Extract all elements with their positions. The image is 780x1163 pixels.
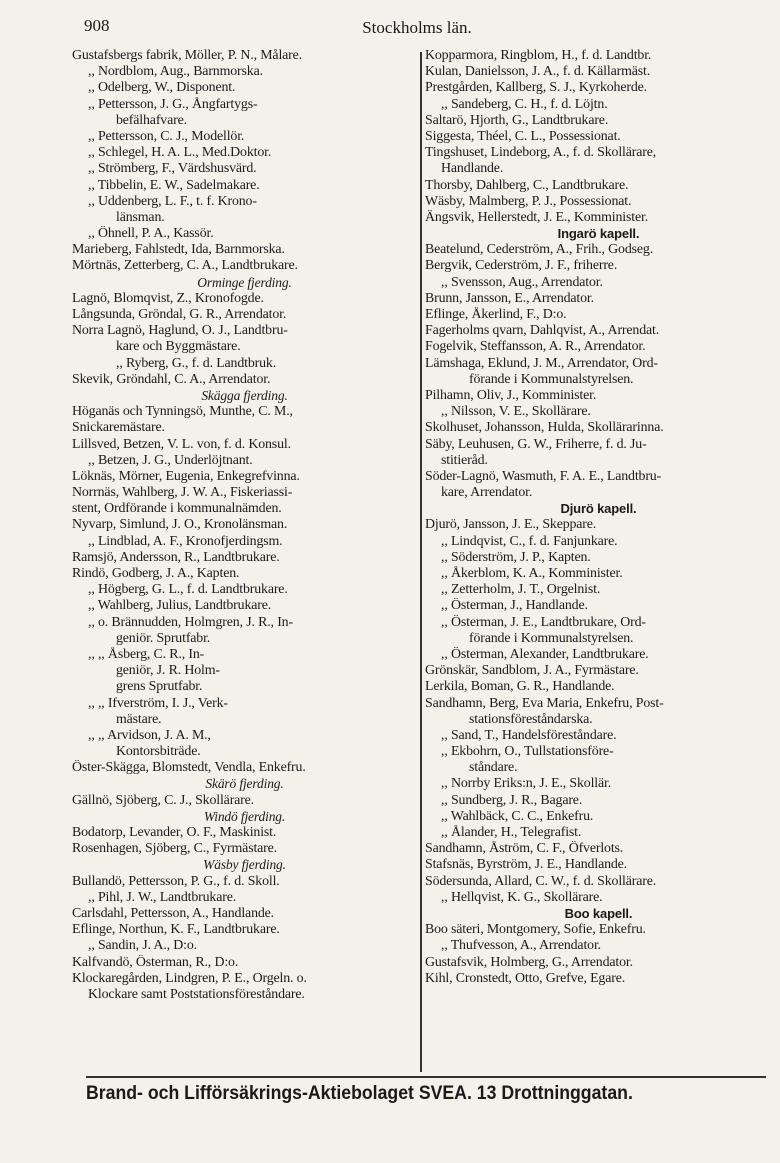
entry-line: Mörtnäs, Zetterberg, C. A., Landtbrukare. [72, 258, 298, 274]
entry-line: ,, Ålander, H., Telegrafist. [441, 825, 582, 840]
entry-line: ,, Högberg, G. L., f. d. Landtbrukare. [88, 582, 288, 598]
entry-line: Bergvik, Cederström, J. F., friherre. [425, 258, 618, 274]
entry-line: ,, Strömberg, F., Värdshusvärd. [88, 161, 257, 177]
entry-line: Långsunda, Gröndal, G. R., Arrendator. [72, 307, 287, 322]
entry-line: grens Sprutfabr. [116, 679, 203, 695]
entry-line: ,, Zetterholm, J. T., Orgelnist. [441, 582, 601, 598]
entry-line: ,, Öhnell, P. A., Kassör. [88, 226, 214, 242]
entry-line: ,, Uddenberg, L. F., t. f. Krono- [88, 193, 257, 209]
entry-line: Pilhamn, Oliv, J., Komminister. [425, 387, 597, 403]
entry-line: Bodatorp, Levander, O. F., Maskinist. [72, 825, 277, 840]
entry-line: Kontorsbiträde. [116, 744, 201, 760]
entry-line: ,, Nordblom, Aug., Barnmorska. [88, 64, 263, 80]
entry-line: ,, Thufvesson, A., Arrendator. [441, 938, 601, 954]
entry-line: ,, Sundberg, J. R., Bagare. [441, 792, 583, 808]
entry-line: Grönskär, Sandblom, J. A., Fyrmästare. [425, 663, 639, 679]
entry-line: Beatelund, Cederström, A., Frih., Godseg. [425, 242, 654, 258]
entry-line: länsman. [116, 209, 165, 225]
entry-line: ,, Pettersson, C. J., Modellör. [88, 128, 245, 144]
entry-line: ,, Åkerblom, K. A., Komminister. [441, 566, 623, 581]
entry-line: ,, Betzen, J. G., Underlöjtnant. [88, 452, 253, 468]
entry-line: Ängsvik, Hellerstedt, J. E., Komminister. [425, 209, 649, 225]
subsection-heading: Skägga fjerding. [201, 387, 288, 403]
section-heading: Djurö kapell. [560, 501, 637, 517]
entry-line: Söder-Lagnö, Wasmuth, F. A. E., Landtbru- [425, 468, 662, 484]
entry-line: Wäsby, Malmberg, P. J., Possessionat. [425, 193, 632, 209]
section-heading: Ingarö kapell. [557, 226, 640, 242]
entry-line: geniör, J. R. Holm- [116, 663, 220, 679]
entry-line: stationsföreståndarska. [469, 711, 593, 727]
entry-line: Lämshaga, Eklund, J. M., Arrendator, Ord- [425, 355, 658, 371]
entry-line: ,, Sand, T., Handelsföreståndare. [441, 727, 617, 743]
entry-line: Handlande. [441, 161, 504, 177]
entry-line: Skevik, Gröndahl, C. A., Arrendator. [72, 371, 271, 387]
entry-line: Eflinge, Northun, K. F., Landtbrukare. [72, 922, 280, 938]
footer-rule [86, 1076, 766, 1078]
entry-line: Rosenhagen, Sjöberg, C., Fyrmästare. [72, 841, 277, 857]
entry-line: Norra Lagnö, Haglund, O. J., Landtbru- [72, 323, 288, 339]
entry-line: ,, ,, Arvidson, J. A. M., [88, 727, 211, 743]
entry-line: ,, Österman, J. E., Landtbrukare, Ord- [441, 614, 646, 630]
entry-line: Prestgården, Kallberg, S. J., Kyrkoherde. [425, 80, 647, 96]
page-header [84, 16, 750, 42]
entry-line: Norrnäs, Wahlberg, J. W. A., Fiskeriassi- [72, 485, 293, 501]
entry-line: förande i Kommunalstyrelsen. [469, 371, 634, 387]
entry-line: Sandhamn, Åström, C. F., Öfverlots. [425, 841, 624, 857]
entry-line: ,, Sandeberg, C. H., f. d. Löjtn. [441, 96, 608, 112]
subsection-heading: Orminge fjerding. [197, 274, 292, 290]
right-column [425, 48, 772, 987]
subsection-heading: Windö fjerding. [203, 808, 286, 824]
entry-line: ,, Wahlberg, Julius, Landtbrukare. [88, 598, 272, 614]
entry-line: Fogelvik, Steffansson, A. R., Arrendator. [425, 339, 646, 355]
entry-line: Thorsby, Dahlberg, C., Landtbrukare. [425, 177, 629, 193]
entry-line: ,, Odelberg, W., Disponent. [88, 80, 236, 96]
entry-line: Ramsjö, Andersson, R., Landtbrukare. [72, 549, 280, 565]
entry-line: ,, Wahlbäck, C. C., Enkefru. [441, 808, 594, 824]
entry-line: Höganäs och Tynningsö, Munthe, C. M., [72, 404, 293, 420]
entry-line: stent, Ordförande i kommunalnämden. [72, 501, 282, 517]
entry-line: Kulan, Danielsson, J. A., f. d. Källarmäst. [425, 64, 651, 80]
entry-line: Brunn, Jansson, E., Arrendator. [425, 290, 594, 306]
entry-line: Gällnö, Sjöberg, C. J., Skollärare. [72, 792, 254, 808]
entry-line: Lillsved, Betzen, V. L. von, f. d. Konsul. [72, 436, 291, 452]
entry-line: Kopparmora, Ringblom, H., f. d. Landtbr. [425, 48, 652, 63]
entry-line: Lagnö, Blomqvist, Z., Kronofogde. [72, 290, 264, 306]
entry-line: kare och Byggmästare. [116, 339, 241, 355]
column-divider [420, 52, 422, 1072]
entry-line: ,, Nilsson, V. E., Skollärare. [441, 404, 591, 420]
entry-line: kare, Arrendator. [441, 485, 533, 501]
entry-line: ,, ,, Ifverström, I. J., Verk- [88, 695, 228, 711]
entry-line: Saltarö, Hjorth, G., Landtbrukare. [425, 112, 609, 128]
entry-line: ,, Tibbelin, E. W., Sadelmakare. [88, 177, 260, 193]
entry-line: förande i Kommunalstyrelsen. [469, 630, 634, 646]
page-number: 908 [84, 16, 110, 35]
entry-line: Säby, Leuhusen, G. W., Friherre, f. d. Ju- [425, 436, 647, 452]
entry-line: ,, Schlegel, H. A. L., Med.Doktor. [88, 145, 272, 161]
entry-line: Bullandö, Pettersson, P. G., f. d. Skoll. [72, 873, 280, 889]
entry-line: Marieberg, Fahlstedt, Ida, Barnmorska. [72, 242, 285, 258]
entry-line: mästare. [116, 711, 162, 727]
entry-line: ,, Österman, Alexander, Landtbrukare. [441, 646, 649, 662]
entry-line: ståndare. [469, 760, 518, 776]
entry-line: Gustafsbergs fabrik, Möller, P. N., Målare. [72, 48, 302, 63]
entry-line: Djurö, Jansson, J. E., Skeppare. [425, 517, 597, 533]
entry-line: ,, Pihl, J. W., Landtbrukare. [88, 889, 237, 905]
entry-line: befälhafvare. [116, 112, 187, 128]
entry-line: Sandhamn, Berg, Eva Maria, Enkefru, Post- [425, 695, 664, 711]
entry-line: ,, Söderström, J. P., Kapten. [441, 549, 591, 565]
entry-line: Klockaregården, Lindgren, P. E., Orgeln. o. [72, 970, 307, 986]
entry-line: ,, Österman, J., Handlande. [441, 598, 588, 614]
entry-line: Eflinge, Åkerlind, F., D:o. [425, 307, 567, 322]
entry-line: ,, ,, Åsberg, C. R., In- [88, 646, 205, 662]
entry-line: ,, Hellqvist, K. G., Skollärare. [441, 889, 603, 905]
subsection-heading: Skärö fjerding. [205, 776, 284, 792]
entry-line: ,, Ryberg, G., f. d. Landtbruk. [116, 355, 277, 371]
entry-line: Siggesta, Théel, C. L., Possessionat. [425, 128, 621, 144]
entry-line: Löknäs, Mörner, Eugenia, Enkegrefvinna. [72, 468, 300, 484]
entry-line: Fagerholms qvarn, Dahlqvist, A., Arrendat. [425, 323, 660, 339]
entry-line: ,, o. Brännudden, Holmgren, J. R., In- [88, 614, 293, 630]
entry-line: Tingshuset, Lindeborg, A., f. d. Skollärare, [425, 145, 657, 161]
entry-line: Carlsdahl, Pettersson, A., Handlande. [72, 905, 275, 921]
entry-line: Nyvarp, Simlund, J. O., Kronolänsman. [72, 517, 288, 533]
entry-line: Lerkila, Boman, G. R., Handlande. [425, 679, 615, 695]
entry-line: Kalfvandö, Österman, R., D:o. [72, 954, 239, 970]
entry-line: Gustafsvik, Holmberg, G., Arrendator. [425, 954, 633, 970]
entry-line: Klockare samt Poststationsföreståndare. [88, 986, 305, 1002]
entry-line: ,, Ekbohrn, O., Tullstationsföre- [441, 744, 614, 760]
entry-line: Boo säteri, Montgomery, Sofie, Enkefru. [425, 922, 646, 938]
entry-line: Rindö, Godberg, J. A., Kapten. [72, 566, 240, 581]
entry-line: Skolhuset, Johansson, Hulda, Skollärarinna. [425, 420, 664, 436]
entry-line: ,, Sandin, J. A., D:o. [88, 938, 197, 954]
entry-line: ,, Lindqvist, C., f. d. Fanjunkare. [441, 533, 618, 549]
entry-line: geniör. Sprutfabr. [116, 630, 211, 646]
footer-advertisement: Brand- och Lifförsäkrings-Aktiebolaget SVEA. 13 Drottninggatan. [86, 1083, 633, 1104]
entry-line: Snickaremästare. [72, 420, 165, 436]
entry-line: ,, Lindblad, A. F., Kronofjerdingsm. [88, 533, 283, 549]
subsection-heading: Wäsby fjerding. [203, 857, 286, 873]
entry-line: Stafsnäs, Byrström, J. E., Handlande. [425, 857, 628, 873]
entry-line: Öster-Skägga, Blomstedt, Vendla, Enkefru. [72, 760, 306, 776]
entry-line: ,, Svensson, Aug., Arrendator. [441, 274, 603, 290]
left-column [72, 48, 417, 1003]
entry-line: ,, Pettersson, J. G., Ångfartygs- [88, 96, 258, 112]
section-heading: Boo kapell. [564, 905, 633, 921]
entry-line: Kihl, Cronstedt, Otto, Grefve, Egare. [425, 970, 626, 986]
entry-line: stitieråd. [441, 452, 488, 468]
entry-line: Södersunda, Allard, C. W., f. d. Skollärare. [425, 873, 657, 889]
columns [72, 48, 772, 1072]
page-title: Stockholms län. [362, 18, 472, 37]
entry-line: ,, Norrby Eriks:n, J. E., Skollär. [441, 776, 612, 792]
